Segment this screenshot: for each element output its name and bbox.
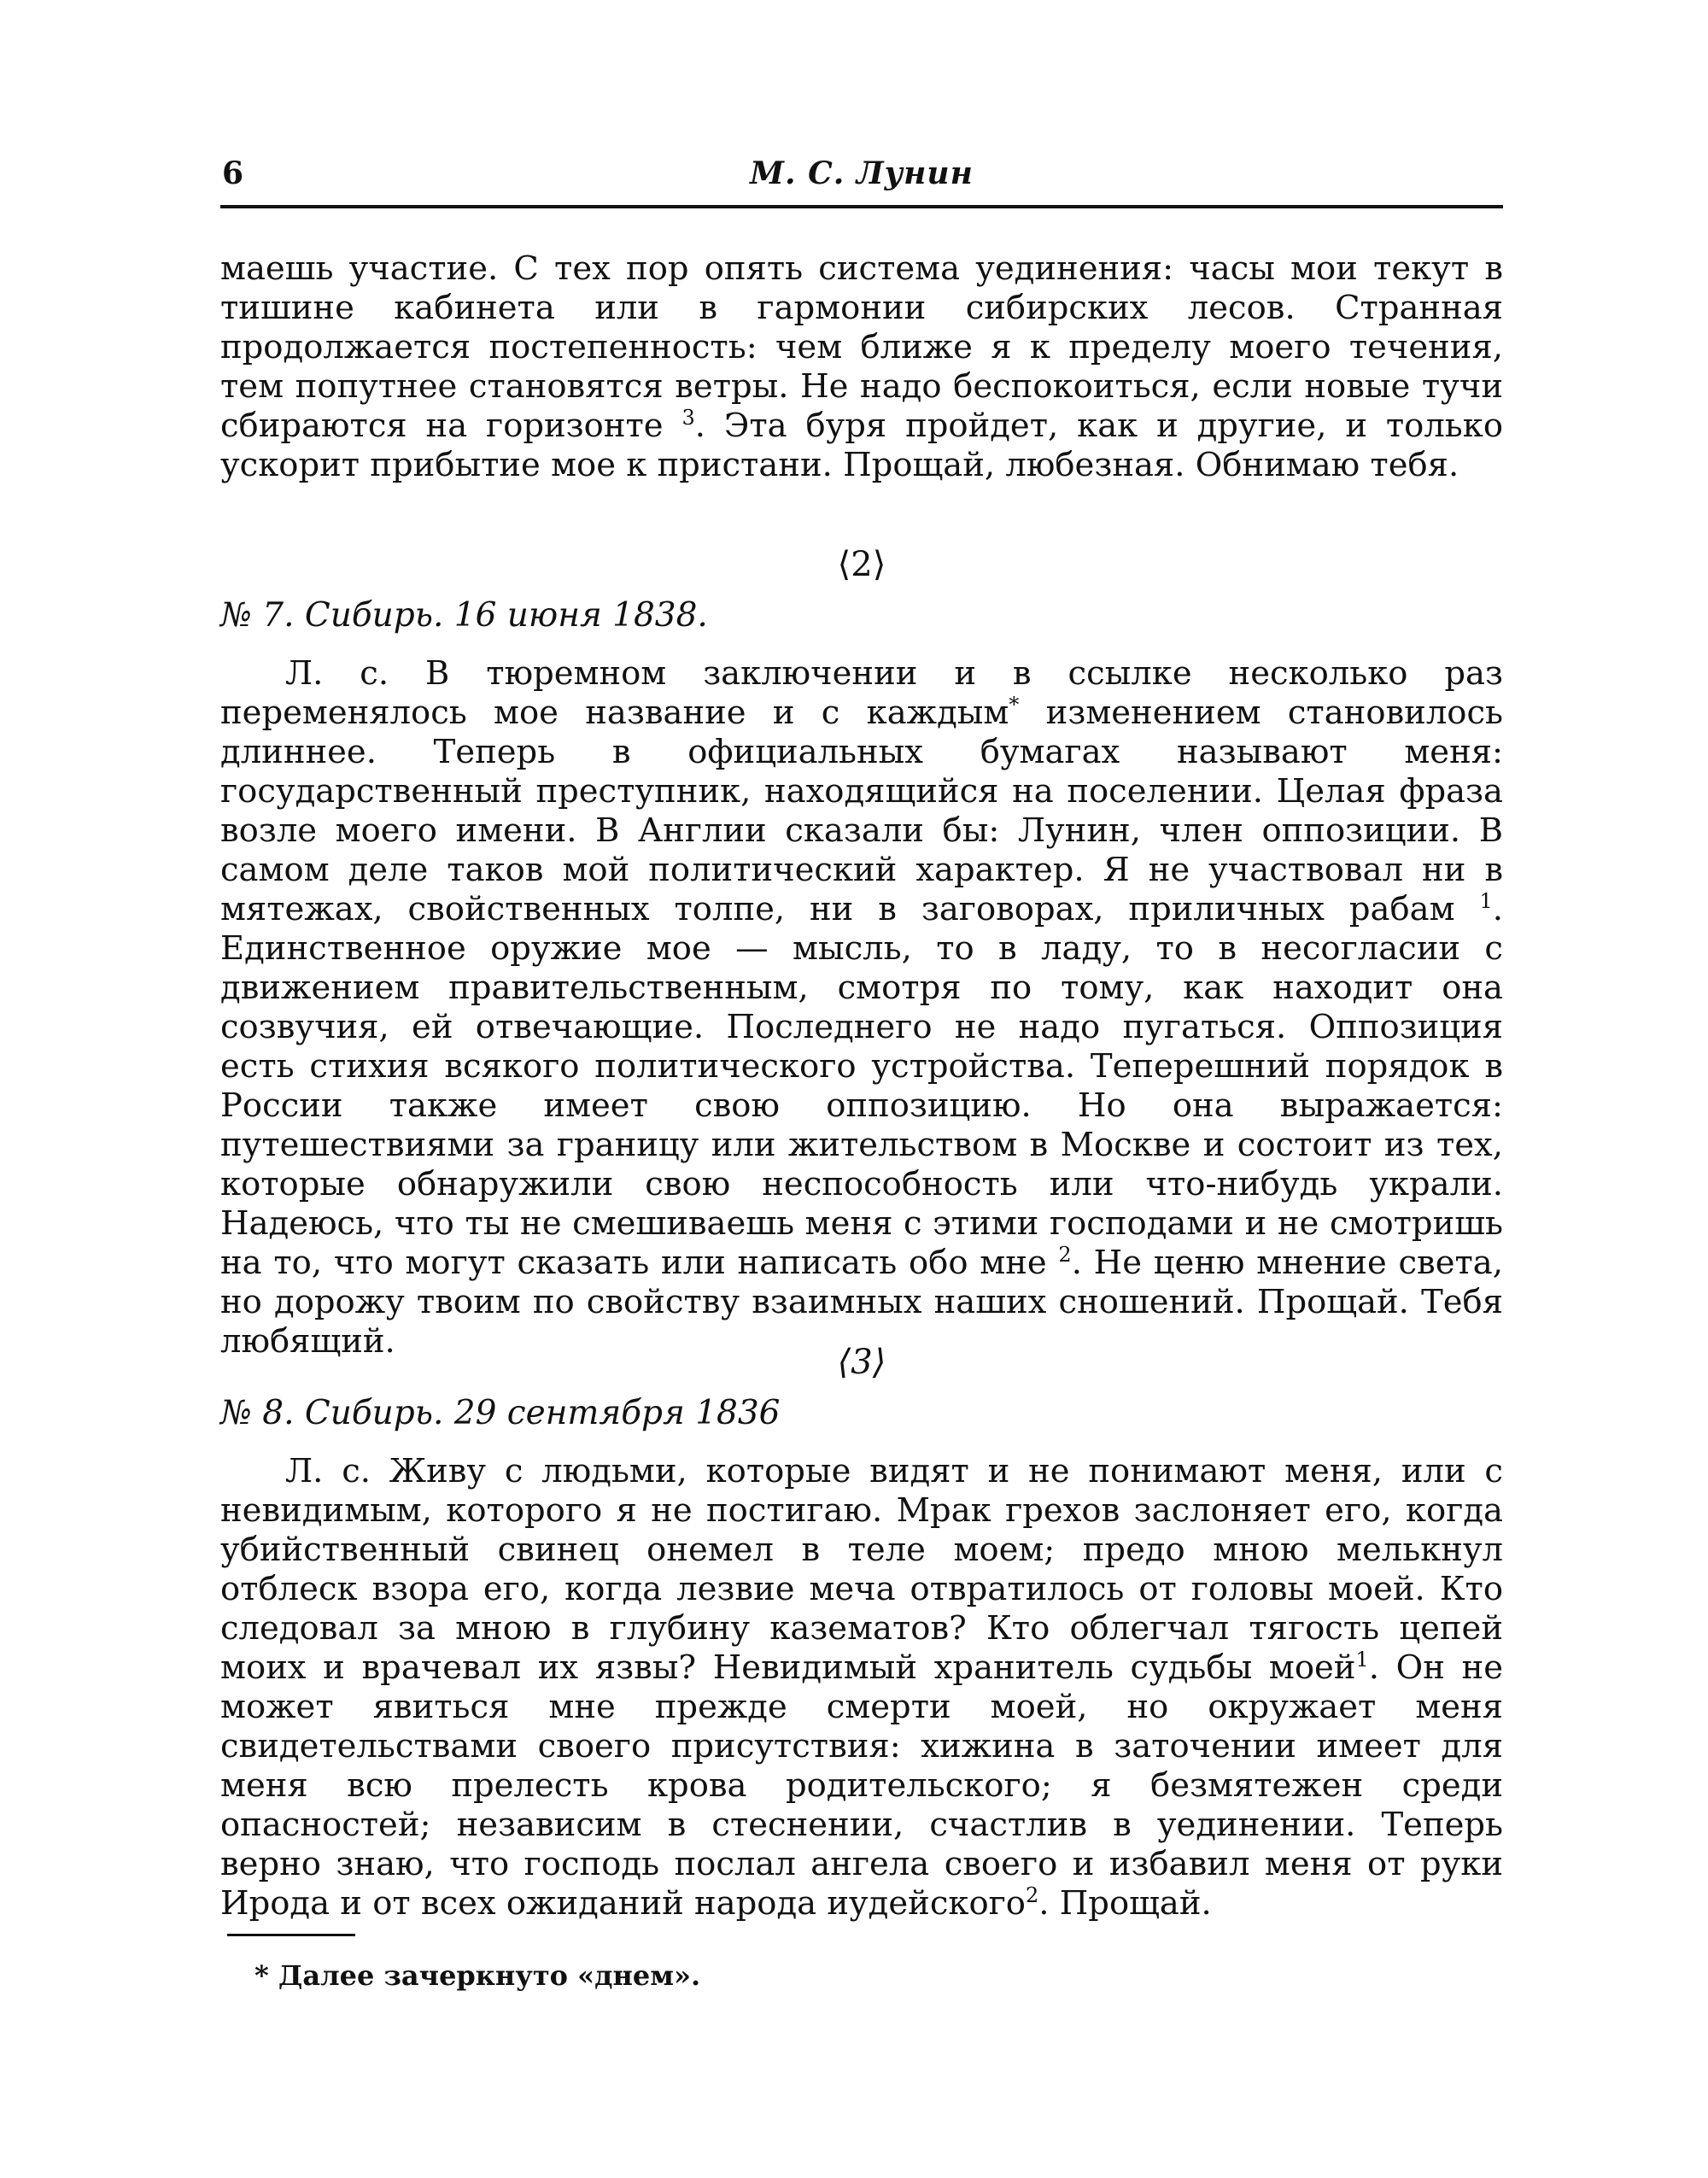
- note-ref: 1: [1479, 889, 1493, 914]
- book-page: [220, 145, 1503, 2161]
- note-ref: *: [1009, 693, 1020, 717]
- header-rule: [220, 205, 1503, 208]
- note-ref: 1: [1355, 1648, 1369, 1672]
- letter-number: ⟨2⟩: [837, 545, 886, 584]
- note-ref: 3: [681, 406, 695, 430]
- letter-number: ⟨3⟩: [837, 1343, 886, 1382]
- note-ref: 2: [1025, 1883, 1039, 1908]
- note-ref: 2: [1058, 1243, 1072, 1268]
- letter-body: Л. с. В тюремном заключении и в ссылке несколько раз переменялось мое название и с каждым* изменением становилось длиннее. Теперь в официальных бумагах называют меня: государственный преступник, находящийся на поселении. Целая фраза возле моего имени. В Англии сказали бы: Лунин, член оппозиции. В самом деле таков мой политический характер. Я не участвовал ни в мятежах, свойственных толпе, ни в заговорах, приличных рабам $^1$. Единственное оружие мое — мысль, то в ладу, то в несогласии с движением правительственным, смотря по тому, как находит она созвучия, ей отвечающие. Последнего не надо пугаться. Оппозиция есть стихия всякого политического устройства. Теперешний порядок в России также имеет свою оппозицию. Но она выражается: путешествиями за границу или жительством в Москве и состоит из тех, которые обнаружили свою неспособность или что-нибудь украли. Надеюсь, что ты не смешиваешь меня с этими господами и не смотришь на то, что могут сказать или написать обо мне $^2$. Не ценю мнение света, но дорожу твоим по свойству взаимных наших сношений. Прощай. Тебя любящий.: [220, 654, 1504, 1361]
- footnote-rule: [227, 1934, 355, 1936]
- page-number: 6: [222, 155, 244, 191]
- letter-body: Л. с. Живу с людьми, которые видят и не понимают меня, или с невидимым, которого я не постигаю. Мрак грехов заслоняет его, когда убийственный свинец онемел в теле моем; предо мною мелькнул отблеск взора его, когда лезвие меча отвратилось от головы моей. Кто следовал за мною в глубину казематов? Кто облегчал тягость цепей моих и врачевал их язвы? Невидимый хранитель судьбы моей$^1$. Он не может явиться мне прежде смерти моей, но окружает меня свидетельствами своего присутствия: хижина в заточении имеет для меня всю прелесть крова родительского; я безмятежен среди опасностей; независим в стеснении, счастлив в уединении. Теперь верно знаю, что господь послал ангела своего и избавил меня от руки Ирода и от всех ожиданий народа иудейского$^2$. Прощай.: [220, 1452, 1503, 1923]
- page-header: [220, 145, 1503, 198]
- footnote: * Далее зачеркнуто «днем».: [254, 1959, 701, 1992]
- letter-heading: № 8. Сибирь. 29 сентября 1836: [220, 1394, 781, 1432]
- letter-heading: № 7. Сибирь. 16 июня 1838.: [220, 596, 708, 635]
- continuation-paragraph: маешь участие. С тех пор опять система уединения: часы мои текут в тишине кабинета или в гармонии сибирских лесов. Странная продолжается постепенность: чем ближе я к пределу моего течения, тем попутнее становятся ветры. Не надо беспокоиться, если новые тучи сбираются на горизонте $^3$. Эта буря пройдет, как и другие, и только ускорит прибытие мое к пристани. Прощай, любезная. Обнимаю тебя.: [220, 249, 1503, 484]
- running-head: М. С. Лунин: [750, 155, 974, 191]
